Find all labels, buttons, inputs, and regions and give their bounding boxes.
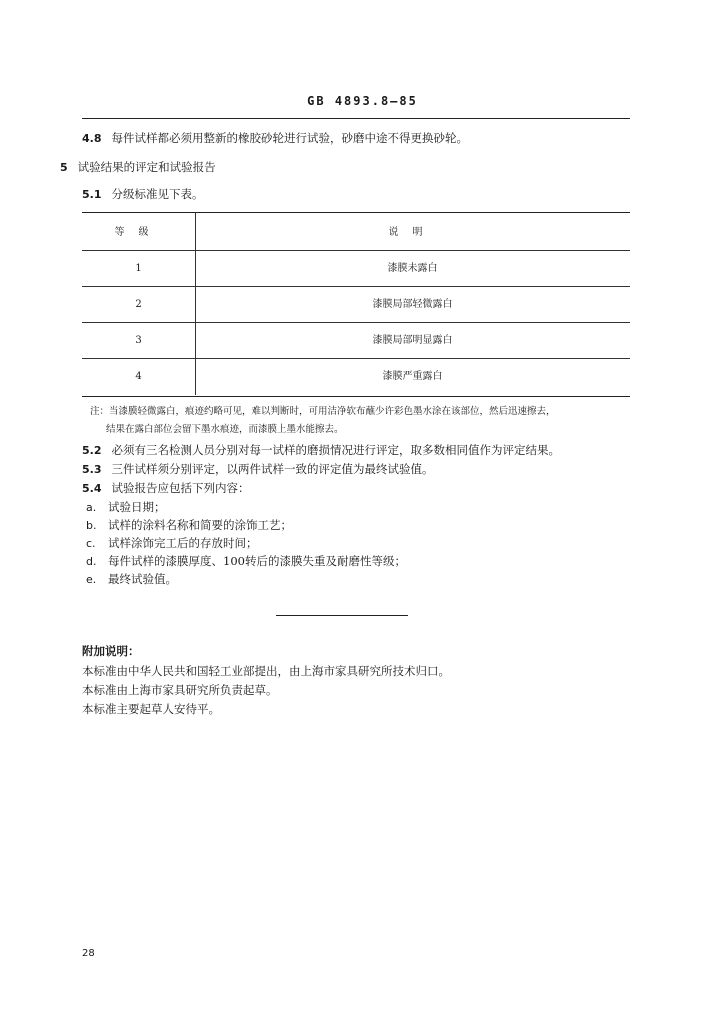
section-title: 试验结果的评定和试验报告: [77, 160, 216, 174]
section-end-rule: [276, 615, 408, 616]
table-bottom-rule: [82, 396, 630, 397]
list-item: [86, 535, 258, 552]
clause-text: 分级标准见下表。: [111, 187, 204, 201]
cell-grade: 2: [135, 299, 142, 310]
list-item: [86, 571, 177, 588]
item-letter: e.: [86, 573, 97, 586]
table-top-rule: [82, 212, 630, 213]
table-row: [82, 287, 630, 323]
table-note-line-1: 注：当漆膜轻微露白，痕迹约略可见，难以判断时，可用洁净软布蘸少许彩色墨水涂在该部位，然后迅速擦去，: [90, 406, 556, 417]
header-rule: [82, 118, 630, 119]
item-text: 最终试验值。: [108, 572, 177, 586]
cell-description: 漆膜严重露白: [382, 371, 443, 382]
standard-code-header: GB 4893.8—85: [307, 94, 418, 108]
cell-grade: 4: [135, 371, 142, 382]
cell-description: 漆膜局部明显露白: [372, 335, 453, 346]
clause-text: 每件试样都必须用整新的橡胶砂轮进行试验，砂磨中途不得更换砂轮。: [111, 131, 468, 145]
item-text: 每件试样的漆膜厚度、100转后的漆膜失重及耐磨性等级；: [108, 554, 406, 568]
clause-text: 必须有三名检测人员分别对每一试样的磨损情况进行评定，取多数相同值作为评定结果。: [111, 443, 560, 457]
item-letter: a.: [86, 501, 97, 514]
header-description: 说明: [388, 227, 437, 238]
clause-5-1: [82, 186, 204, 203]
cell-description: 漆膜局部轻微露白: [372, 299, 453, 310]
table-header-row: [82, 215, 630, 251]
cell-grade: 3: [135, 335, 142, 346]
list-item: [86, 553, 406, 570]
clause-text: 三件试样须分别评定，以两件试样一致的评定值为最终试验值。: [111, 462, 434, 476]
section-5-heading: [60, 159, 216, 176]
item-text: 试验日期；: [108, 500, 166, 514]
appendix-line: 本标准由上海市家具研究所负责起草。: [82, 683, 278, 697]
clause-5-4: [82, 480, 250, 497]
clause-number: 5.4: [82, 482, 102, 495]
header-grade: 等级: [114, 227, 163, 238]
appendix-line: 本标准主要起草人安待平。: [82, 702, 220, 716]
page-number: 28: [82, 948, 95, 959]
list-item: [86, 517, 292, 534]
clause-number: 5.1: [82, 188, 102, 201]
list-item: [86, 499, 166, 516]
item-letter: b.: [86, 519, 97, 532]
table-note-line-2: 结果在露白部位会留下墨水痕迹，而漆膜上墨水能擦去。: [106, 424, 344, 435]
appendix-title: 附加说明：: [82, 644, 140, 658]
item-text: 试样的涂料名称和简要的涂饰工艺；: [108, 518, 292, 532]
clause-number: 4.8: [82, 132, 102, 145]
table-row: [82, 359, 630, 395]
table-row: [82, 251, 630, 287]
appendix-line: 本标准由中华人民共和国轻工业部提出，由上海市家具研究所技术归口。: [82, 664, 450, 678]
clause-5-3: [82, 461, 434, 478]
clause-5-2: [82, 442, 560, 459]
item-text: 试样涂饰完工后的存放时间；: [108, 536, 258, 550]
clause-text: 试验报告应包括下列内容：: [111, 481, 250, 495]
cell-description: 漆膜未露白: [387, 263, 438, 274]
cell-grade: 1: [135, 263, 142, 274]
clause-number: 5.3: [82, 463, 102, 476]
clause-4-8: [82, 130, 468, 147]
clause-number: 5.2: [82, 444, 102, 457]
section-number: 5: [60, 161, 68, 174]
table-row: [82, 323, 630, 359]
item-letter: d.: [86, 555, 97, 568]
item-letter: c.: [86, 537, 96, 550]
